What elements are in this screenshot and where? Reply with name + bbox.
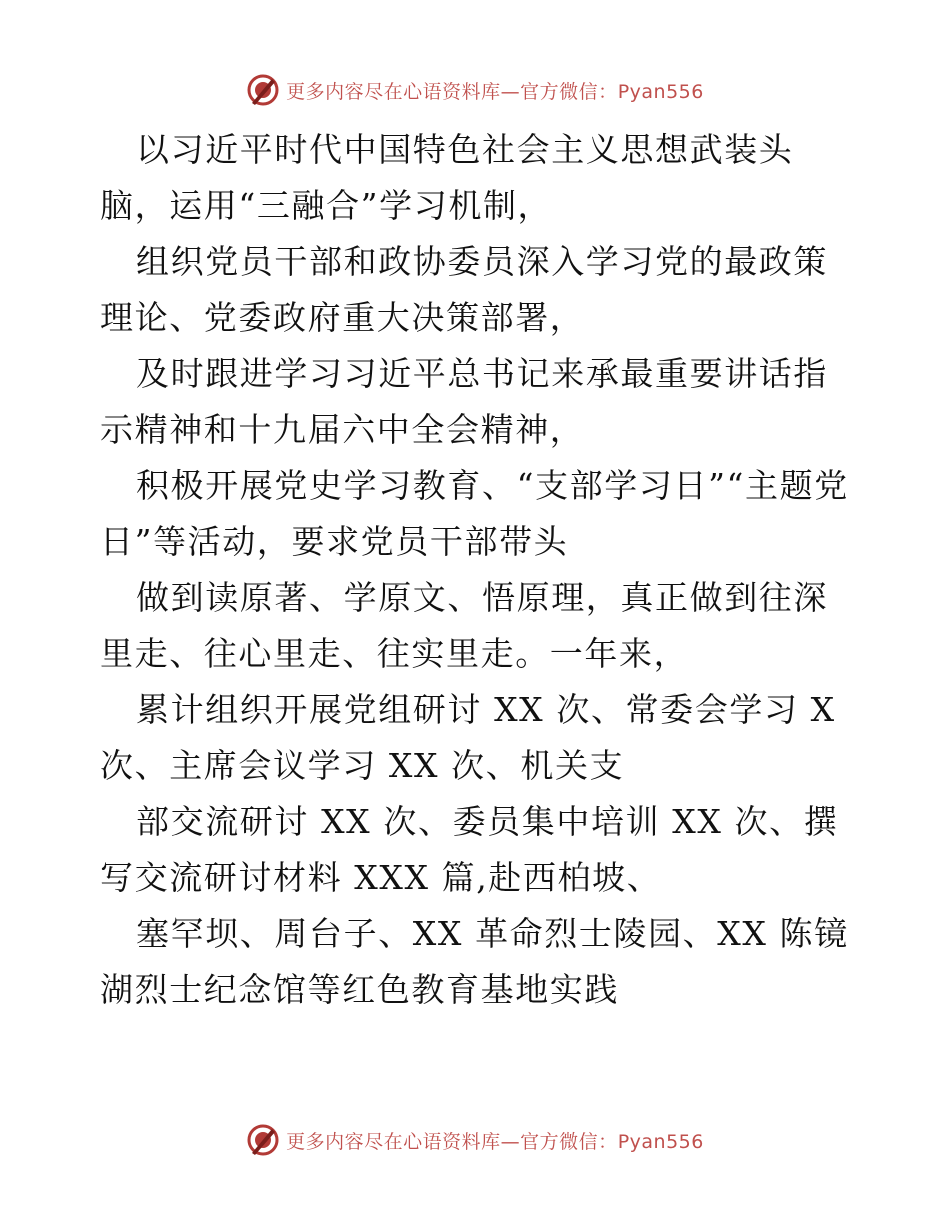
- paragraph: 累计组织开展党组研讨 XX 次、常委会学习 X 次、主席会议学习 XX 次、机关支: [100, 690, 848, 785]
- paragraph: 及时跟进学习习近平总书记来承最重要讲话指示精神和十九届六中全会精神，: [100, 354, 828, 449]
- banner-title: 更多内容尽在心语资料库: [286, 80, 501, 103]
- banner-wechat-id: Pyan556: [617, 80, 704, 103]
- banner-wechat-id: Pyan556: [617, 1130, 704, 1153]
- quill-logo-icon: [246, 1123, 280, 1157]
- banner-wechat-label: 官方微信：: [520, 1130, 618, 1153]
- paragraph: 以习近平时代中国特色社会主义思想武装头脑，运用“三融合”学习机制，: [100, 130, 794, 225]
- paragraph: 组织党员干部和政协委员深入学习党的最政策理论、党委政府重大决策部署，: [100, 242, 828, 337]
- document-body: [100, 122, 860, 1018]
- paragraph: 部交流研讨 XX 次、委员集中培训 XX 次、撰写交流研讨材料 XXX 篇,赴西柏坡、: [100, 802, 839, 897]
- paragraph: 做到读原著、学原文、悟原理，真正做到往深里走、往心里走、往实里走。一年来，: [100, 578, 828, 673]
- banner-title: 更多内容尽在心语资料库: [286, 1130, 501, 1153]
- banner-wechat-label: 官方微信：: [520, 80, 618, 103]
- paragraph: 塞罕坝、周台子、XX 革命烈士陵园、XX 陈镜湖烈士纪念馆等红色教育基地实践: [100, 914, 849, 1009]
- footer-watermark-banner: [0, 1120, 950, 1160]
- banner-separator: —: [500, 1130, 521, 1153]
- paragraph: 积极开展党史学习教育、“支部学习日”“主题党日”等活动，要求党员干部带头: [100, 466, 849, 561]
- quill-logo-icon: [246, 73, 280, 107]
- header-watermark-banner: [0, 70, 950, 110]
- banner-separator: —: [500, 80, 521, 103]
